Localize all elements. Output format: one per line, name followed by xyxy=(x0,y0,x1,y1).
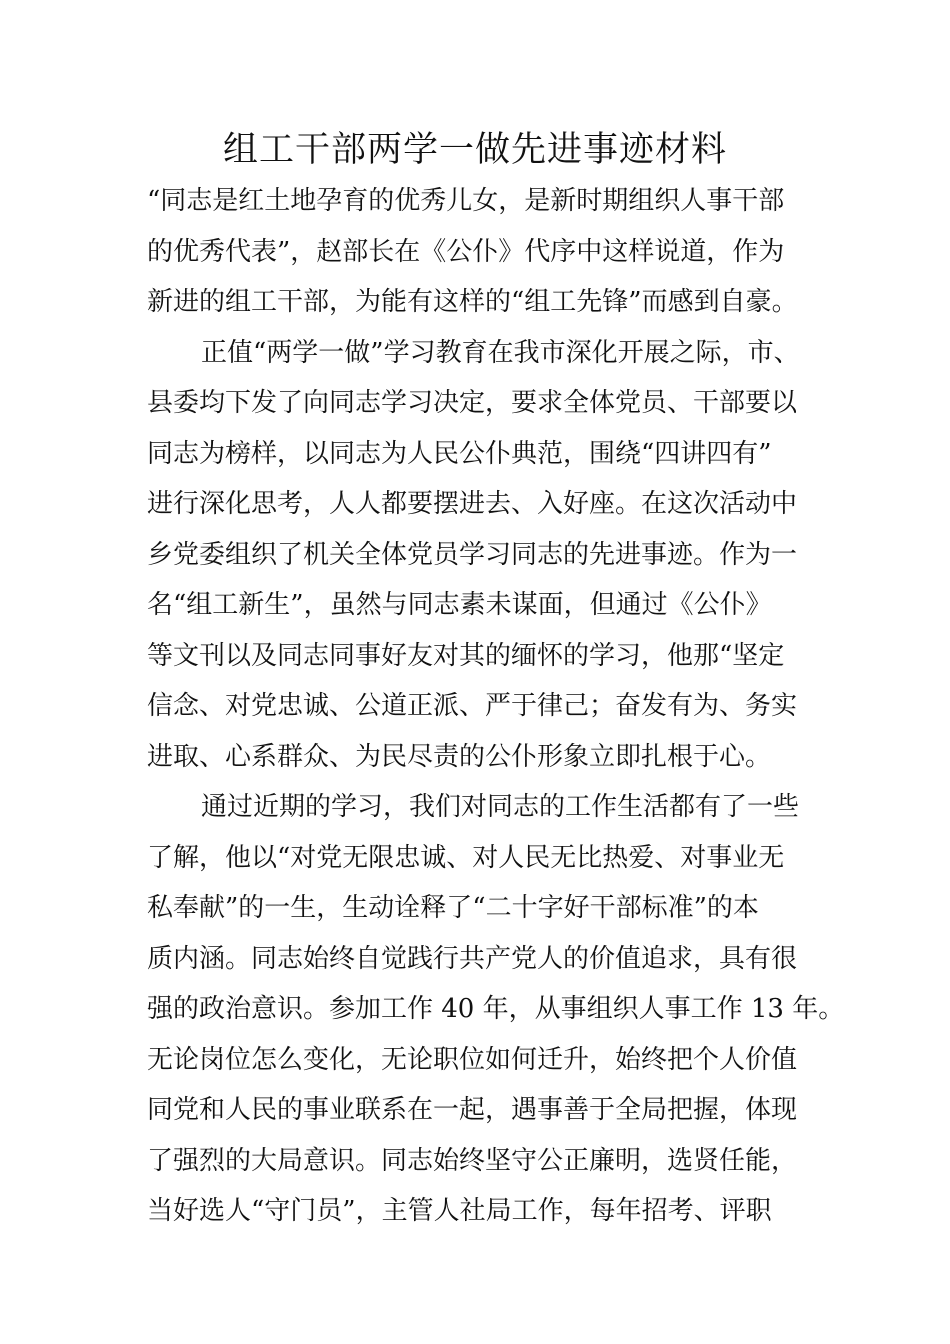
paragraph-3-line-7: 同党和人民的事业联系在一起，遇事善于全局把握，体现 xyxy=(147,1095,798,1125)
paragraph-2-line-3: 同志为榜样，以同志为人民公仆典范，围绕“四讲四有” xyxy=(147,438,772,469)
paragraph-2-line-8: 信念、对党忠诚、公道正派、严于律己；奋发有为、务实 xyxy=(147,691,798,721)
paragraph-3-line-1: 通过近期的学习，我们对同志的工作生活都有了一些 xyxy=(201,792,800,822)
paragraph-2-line-2: 县委均下发了向同志学习决定，要求全体党员、干部要以 xyxy=(147,388,798,418)
paragraph-2-line-5: 乡党委组织了机关全体党员学习同志的先进事迹。作为一 xyxy=(147,539,798,570)
paragraph-2-line-1: 正值“两学一做”学习教育在我市深化开展之际，市、 xyxy=(201,337,800,368)
paragraph-3-line-5: 强的政治意识。参加工作 40 年，从事组织人事工作 13 年。 xyxy=(147,994,845,1024)
paragraph-3-line-2: 了解，他以“对党无限忠诚、对人民无比热爱、对事业无 xyxy=(147,842,785,873)
paragraph-1-line-1: “同志是红土地孕育的优秀儿女，是新时期组织人事干部 xyxy=(147,186,785,216)
document-body xyxy=(147,176,845,1237)
paragraph-3-line-9: 当好选人“守门员”，主管人社局工作，每年招考、评职 xyxy=(147,1196,772,1226)
paragraph-2-line-7: 等文刊以及同志同事好友对其的缅怀的学习，他那“坚定 xyxy=(147,640,785,671)
paragraph-3-line-8: 了强烈的大局意识。同志始终坚守公正廉明，选贤任能， xyxy=(147,1145,798,1176)
paragraph-2-line-6: 名“组工新生”，虽然与同志素未谋面，但通过《公仆》 xyxy=(147,590,772,620)
paragraph-1-line-3: 新进的组工干部，为能有这样的“组工先锋”而感到自豪。 xyxy=(147,287,798,317)
paragraph-2-line-9: 进取、心系群众、为民尽责的公仆形象立即扎根于心。 xyxy=(147,741,772,772)
document-title: 组工干部两学一做先进事迹材料 xyxy=(222,130,727,170)
paragraph-3-line-6: 无论岗位怎么变化，无论职位如何迁升，始终把个人价值 xyxy=(147,1044,798,1075)
paragraph-2-line-4: 进行深化思考，人人都要摆进去、入好座。在这次活动中 xyxy=(147,489,798,519)
paragraph-3-line-3: 私奉献”的一生，生动诠释了“二十字好干部标准”的本 xyxy=(147,893,759,923)
paragraph-3-line-4: 质内涵。同志始终自觉践行共产党人的价值追求，具有很 xyxy=(147,943,798,974)
paragraph-1-line-2: 的优秀代表”，赵部长在《公仆》代序中这样说道，作为 xyxy=(147,236,785,267)
